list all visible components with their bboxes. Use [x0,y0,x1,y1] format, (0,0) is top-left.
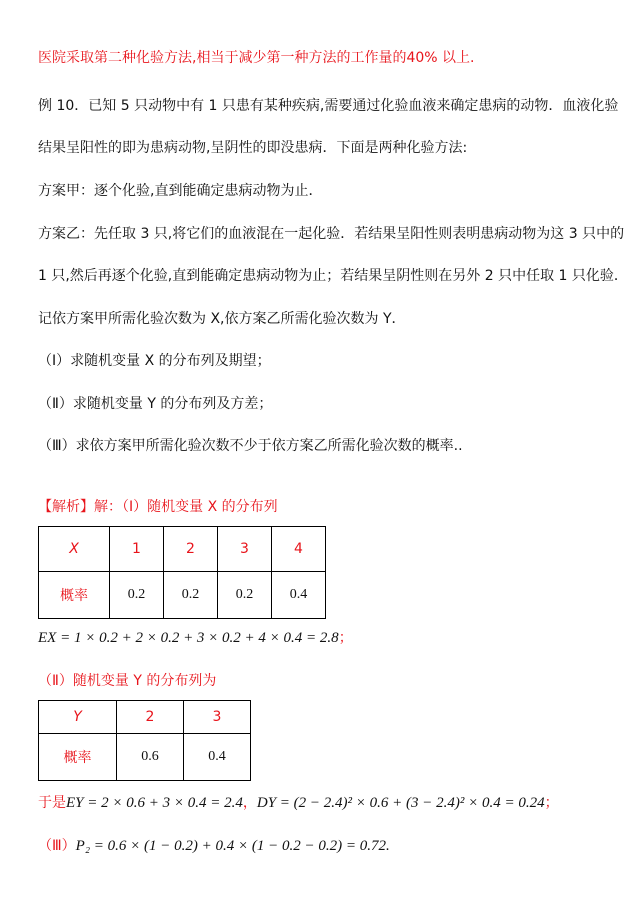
table-cell: Y [39,701,117,734]
table-cell: 0.4 [272,572,326,619]
table-cell: 概率 [39,572,110,619]
table-cell: X [39,527,110,572]
variance-prefix: 于是 [38,795,66,811]
variance-end: ； [544,795,559,811]
expectation-line [38,628,353,648]
definition: 记依方案甲所需化验次数为 X,依方案乙所需化验次数为 Y． [38,311,406,327]
table-cell: 2 [164,527,218,572]
plan-b-line-1: 方案乙：先任取 3 只,将它们的血液混在一起化验．若结果呈阳性则表明患病动物为这 3 只中的 [38,226,625,242]
dy-formula: DY = (2 − 2.4)² × 0.6 + (3 − 2.4)² × 0.4 = 0.24 [256,795,545,811]
variance-separator: ， [242,795,257,811]
problem-line-2: 结果呈阳性的即为患病动物,呈阴性的即没患病．下面是两种化验方法: [38,140,468,156]
distribution-table-x [38,526,326,619]
intro-conclusion: 医院采取第二种化验方法,相当于减少第一种方法的工作量的40% 以上. [38,50,475,66]
table-row [39,527,326,572]
ey-formula: EY = 2 × 0.6 + 3 × 0.4 = 2.4 [66,795,243,811]
part3-line [38,836,390,856]
table-cell: 0.2 [110,572,164,619]
plan-b-line-2: 1 只,然后再逐个化验,直到能确定患病动物为止；若结果呈阴性则在另外 2 只中任取 1 只化验． [38,268,628,284]
table-cell: 概率 [39,734,117,781]
table-cell: 2 [117,701,184,734]
table-cell: 0.6 [117,734,184,781]
table-cell: 3 [218,527,272,572]
table-row [39,734,251,781]
solution-header: 【解析】解：（Ⅰ）随机变量 X 的分布列 [38,499,278,515]
expectation-end: ； [338,630,353,646]
table-cell: 3 [184,701,251,734]
question-3: （Ⅲ）求依方案甲所需化验次数不少于依方案乙所需化验次数的概率.. [38,438,463,454]
plan-a: 方案甲：逐个化验,直到能确定患病动物为止． [38,183,323,199]
table-cell: 1 [110,527,164,572]
table-cell: 0.2 [218,572,272,619]
problem-line-1: 例 10．已知 5 只动物中有 1 只患有某种疾病,需要通过化验血液来确定患病的动物．血液化验 [38,98,619,114]
variance-line [38,793,559,813]
question-2: （Ⅱ）求随机变量 Y 的分布列及方差； [38,396,273,412]
table-cell: 0.2 [164,572,218,619]
table-cell: 0.4 [184,734,251,781]
distribution-table-y [38,700,251,781]
p3-formula: P₂ = 0.6 × (1 − 0.2) + 0.4 × (1 − 0.2 − 0.2) = 0.72. [75,838,390,854]
part3-prefix: （Ⅲ） [38,838,76,854]
table-row [39,701,251,734]
part2-header: （Ⅱ）随机变量 Y 的分布列为 [38,673,217,689]
table-cell: 4 [272,527,326,572]
question-1: （Ⅰ）求随机变量 X 的分布列及期望； [38,353,271,369]
expectation-formula: EX = 1 × 0.2 + 2 × 0.2 + 3 × 0.2 + 4 × 0.4 = 2.8 [38,630,339,646]
table-row [39,572,326,619]
